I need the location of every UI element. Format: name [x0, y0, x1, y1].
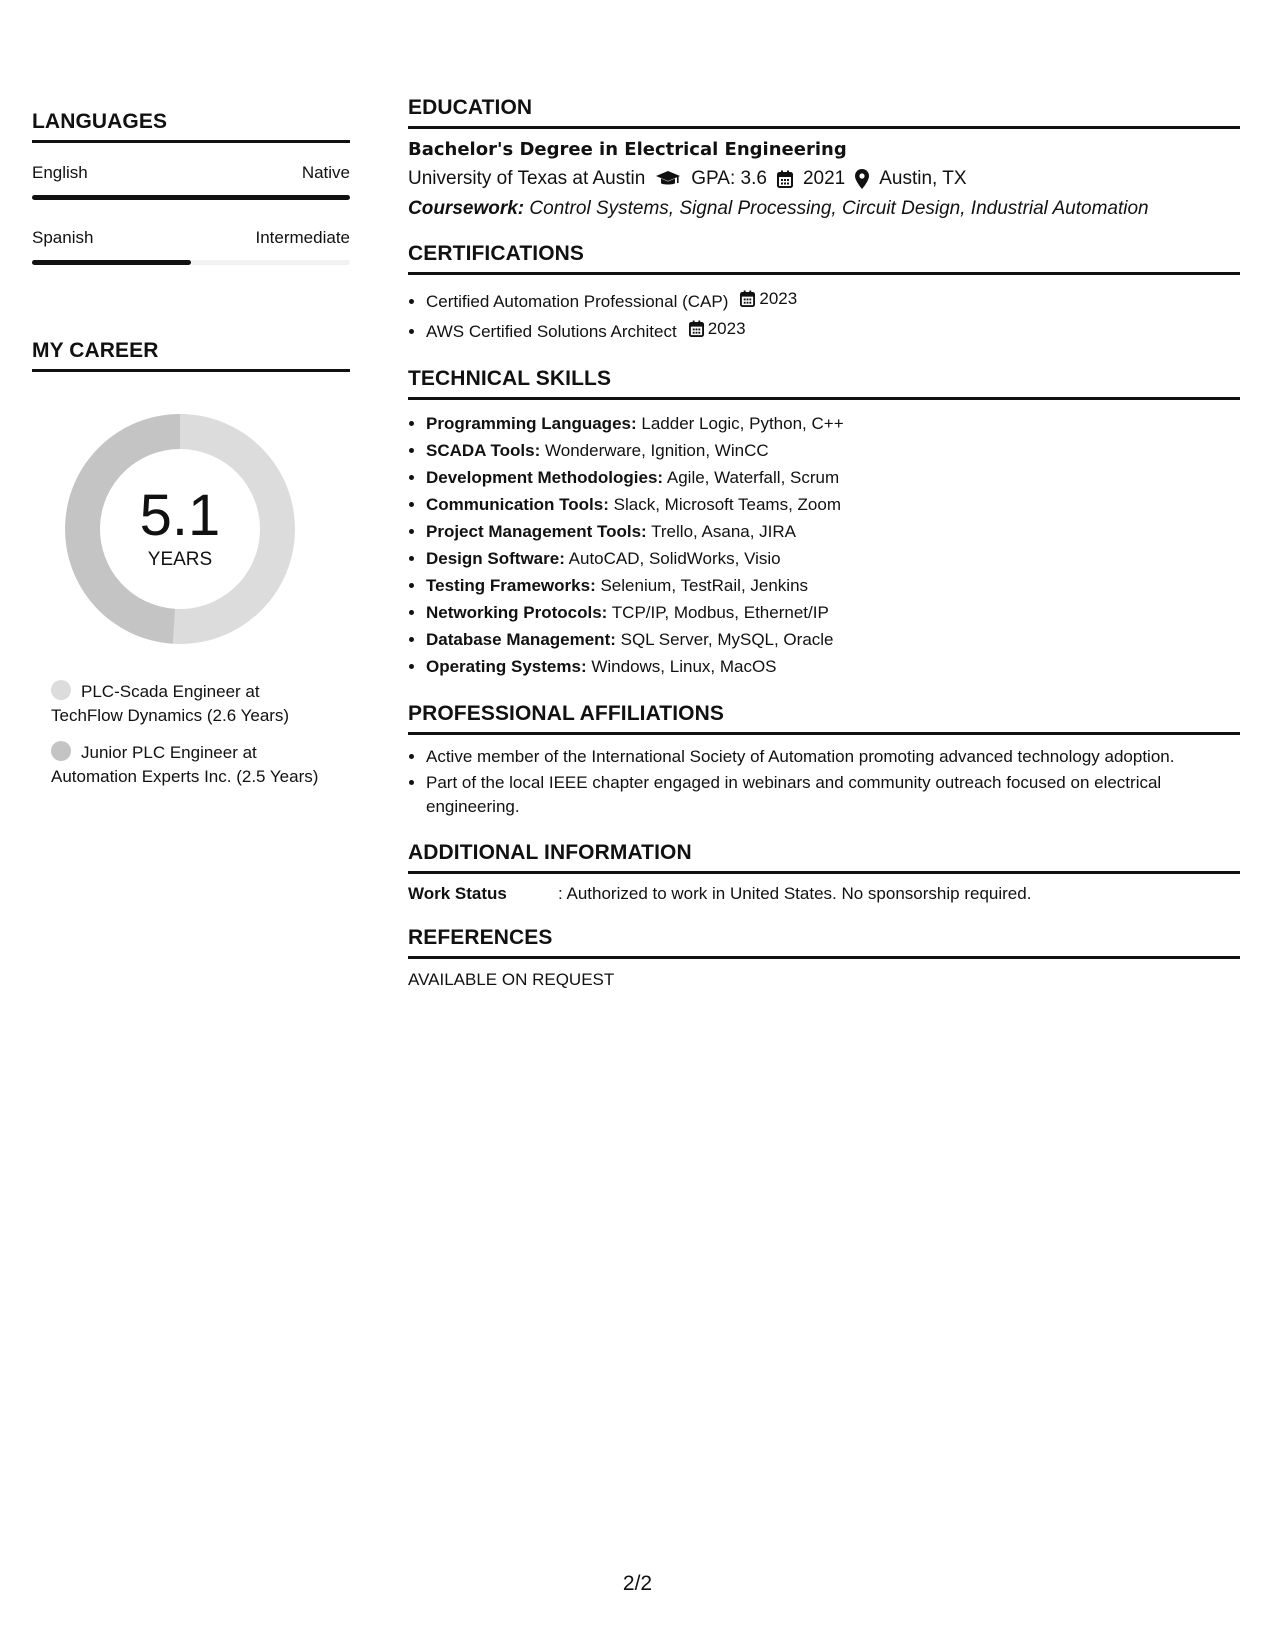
languages-heading: LANGUAGES: [32, 110, 350, 143]
page-number: 2/2: [622, 1572, 653, 1595]
career-donut-chart: [65, 414, 295, 644]
school-location: Austin, TX: [879, 168, 967, 189]
career-legend-item: [51, 680, 331, 728]
language-proficiency-bar: [32, 260, 350, 265]
certification-item: [426, 285, 1240, 315]
additional-info-section: [408, 841, 1240, 904]
career-total-years: 5.1: [139, 483, 221, 548]
skill-item: [426, 410, 1240, 437]
skill-value: Wonderware, Ignition, WinCC: [545, 441, 769, 460]
skill-label: SCADA Tools:: [426, 441, 541, 460]
gpa-value: GPA: 3.6: [691, 168, 767, 189]
career-legend: [51, 680, 331, 789]
school-name: University of Texas at Austin: [408, 168, 646, 189]
coursework-label: Coursework:: [408, 198, 525, 219]
skills-list: [408, 410, 1240, 680]
affiliations-heading: PROFESSIONAL AFFILIATIONS: [408, 702, 1240, 735]
skill-item: [426, 491, 1240, 518]
language-name: Spanish: [32, 228, 94, 247]
skill-item: [426, 599, 1240, 626]
legend-dot-icon: [51, 741, 71, 761]
certification-year: 2023: [759, 289, 798, 308]
skill-label: Testing Frameworks:: [426, 576, 596, 595]
language-item: [32, 163, 350, 200]
certification-name: AWS Certified Solutions Architect: [426, 322, 677, 341]
skill-label: Design Software:: [426, 549, 565, 568]
skill-item: [426, 653, 1240, 680]
skill-label: Database Management:: [426, 630, 616, 649]
certifications-section: [408, 242, 1240, 345]
education-meta: [408, 168, 1240, 190]
skill-label: Project Management Tools:: [426, 522, 647, 541]
skill-item: [426, 464, 1240, 491]
skill-value: Agile, Waterfall, Scrum: [666, 468, 840, 487]
graduation-year: 2021: [802, 168, 846, 189]
language-level: Intermediate: [255, 228, 350, 247]
work-status-value: : Authorized to work in United States. No sponsorship required.: [558, 884, 1032, 903]
languages-section: [32, 110, 350, 265]
skill-value: Ladder Logic, Python, C++: [641, 414, 844, 433]
graduation-cap-icon: [655, 170, 681, 188]
skill-value: SQL Server, MySQL, Oracle: [620, 630, 834, 649]
education-heading: EDUCATION: [408, 96, 1240, 129]
skill-label: Operating Systems:: [426, 657, 587, 676]
affiliations-list: [408, 745, 1240, 819]
calendar-icon: [689, 320, 704, 337]
skill-label: Programming Languages:: [426, 414, 637, 433]
skill-item: [426, 545, 1240, 572]
skill-label: Networking Protocols:: [426, 603, 608, 622]
skill-value: TCP/IP, Modbus, Ethernet/IP: [611, 603, 829, 622]
references-text: AVAILABLE ON REQUEST: [408, 970, 615, 989]
references-section: [408, 926, 1240, 990]
work-status-row: [408, 884, 1240, 904]
skill-value: Selenium, TestRail, Jenkins: [600, 576, 809, 595]
skill-item: [426, 626, 1240, 653]
career-heading: MY CAREER: [32, 339, 350, 372]
skill-value: Windows, Linux, MacOS: [591, 657, 777, 676]
certifications-list: [408, 285, 1240, 345]
affiliation-item: • Active member of the International Society of Automation promoting advanced technology adoption.: [426, 745, 1240, 769]
language-name: English: [32, 163, 88, 182]
skills-section: [408, 367, 1240, 680]
skills-heading: TECHNICAL SKILLS: [408, 367, 1240, 400]
skill-value: Trello, Asana, JIRA: [651, 522, 797, 541]
certification-name: Certified Automation Professional (CAP): [426, 292, 729, 311]
affiliations-section: [408, 702, 1240, 819]
skill-item: [426, 572, 1240, 599]
certification-year: 2023: [707, 319, 746, 338]
degree-title: Bachelor's Degree in Electrical Engineering: [408, 139, 847, 160]
career-role-label: PLC-Scada Engineer at TechFlow Dynamics (2.6 Years): [51, 682, 290, 725]
career-unit: YEARS: [147, 549, 213, 570]
calendar-icon: [777, 170, 793, 188]
skill-label: Development Methodologies:: [426, 468, 664, 487]
skill-item: [426, 518, 1240, 545]
affiliation-item: • Part of the local IEEE chapter engaged in webinars and community outreach focused on electrical engineering.: [426, 771, 1240, 819]
coursework: [408, 198, 1240, 220]
work-status-label: Work Status: [408, 884, 507, 903]
sidebar: [32, 96, 350, 802]
coursework-list: Control Systems, Signal Processing, Circuit Design, Industrial Automation: [529, 198, 1149, 219]
calendar-icon: [740, 290, 755, 307]
education-section: [408, 96, 1240, 220]
language-proficiency-bar: [32, 195, 350, 200]
location-pin-icon: [855, 169, 869, 189]
language-level: Native: [301, 163, 350, 182]
certification-item: [426, 315, 1240, 345]
skill-label: Communication Tools:: [426, 495, 609, 514]
skill-item: [426, 437, 1240, 464]
career-section: [32, 339, 350, 789]
skill-value: Slack, Microsoft Teams, Zoom: [613, 495, 841, 514]
skill-value: AutoCAD, SolidWorks, Visio: [568, 549, 781, 568]
additional-info-heading: ADDITIONAL INFORMATION: [408, 841, 1240, 874]
language-proficiency-fill: [32, 195, 350, 200]
references-heading: REFERENCES: [408, 926, 1240, 959]
main-content: [408, 96, 1240, 990]
language-proficiency-fill: [32, 260, 191, 265]
career-legend-item: [51, 741, 331, 789]
career-role-label: Junior PLC Engineer at Automation Experts Inc. (2.5 Years): [51, 743, 319, 786]
certifications-heading: CERTIFICATIONS: [408, 242, 1240, 275]
language-item: [32, 228, 350, 265]
legend-dot-icon: [51, 680, 71, 700]
